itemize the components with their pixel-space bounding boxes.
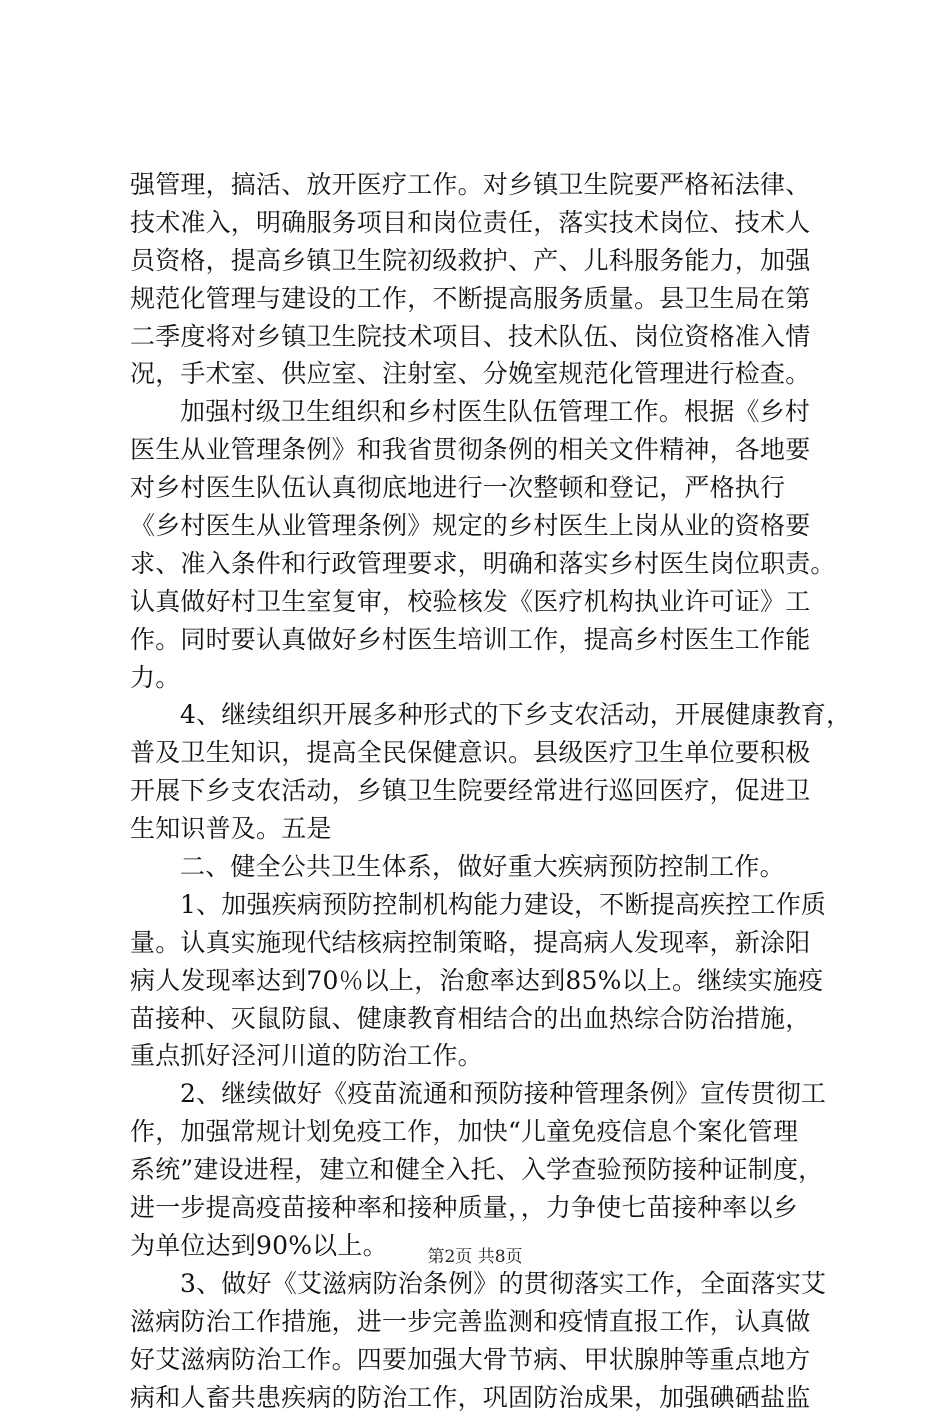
text-line: 对乡村医生队伍认真彻底地进行一次整顿和登记，严格执行 — [130, 469, 830, 507]
text-line: 重点抓好泾河川道的防治工作。 — [130, 1037, 830, 1075]
text-line: 规范化管理与建设的工作，不断提高服务质量。县卫生局在第 — [130, 280, 830, 318]
paragraph-start-line: 4、继续组织开展多种形式的下乡支农活动，开展健康教育， — [130, 696, 830, 734]
text-line: 生知识普及。五是 — [130, 810, 830, 848]
text-line: 技术准入，明确服务项目和岗位责任，落实技术岗位、技术人 — [130, 204, 830, 242]
text-line: 《乡村医生从业管理条例》规定的乡村医生上岗从业的资格要 — [130, 507, 830, 545]
paragraph-start-line: 3、做好《艾滋病防治条例》的贯彻落实工作，全面落实艾 — [130, 1265, 830, 1303]
paragraph-start-line: 2、继续做好《疫苗流通和预防接种管理条例》宣传贯彻工 — [130, 1075, 830, 1113]
page-number-label: 第2页 共8页 — [427, 1247, 522, 1267]
text-line: 病人发现率达到70％以上，治愈率达到85%以上。继续实施疫 — [130, 962, 830, 1000]
text-line: 苗接种、灭鼠防鼠、健康教育相结合的出血热综合防治措施， — [130, 1000, 830, 1038]
text-line: 认真做好村卫生室复审，校验核发《医疗机构执业许可证》工 — [130, 583, 830, 621]
section-heading: 二、健全公共卫生体系，做好重大疾病预防控制工作。 — [130, 848, 830, 886]
text-line: 况，手术室、供应室、注射室、分娩室规范化管理进行检查。 — [130, 355, 830, 393]
text-line: 力。 — [130, 659, 830, 697]
page-footer — [0, 1242, 950, 1267]
text-line: 强管理，搞活、放开医疗工作。对乡镇卫生院要严格袥法律、 — [130, 166, 830, 204]
text-line: 开展下乡支农活动，乡镇卫生院要经常进行巡回医疗，促进卫 — [130, 772, 830, 810]
text-line: 滋病防治工作措施，进一步完善监测和疫情直报工作，认真做 — [130, 1303, 830, 1341]
text-line: 求、准入条件和行政管理要求，明确和落实乡村医生岗位职责。 — [130, 545, 830, 583]
text-line: 医生从业管理条例》和我省贯彻条例的相关文件精神，各地要 — [130, 431, 830, 469]
text-line: 进一步提高疫苗接种率和接种质量，，力争使七苗接种率以乡 — [130, 1189, 830, 1227]
text-line: 普及卫生知识，提高全民保健意识。县级医疗卫生单位要积极 — [130, 734, 830, 772]
text-line: 作，加强常规计划免疫工作，加快“儿童免疫信息个案化管理 — [130, 1113, 830, 1151]
text-line: 员资格，提高乡镇卫生院初级救护、产、儿科服务能力，加强 — [130, 242, 830, 280]
text-line: 量。认真实施现代结核病控制策略，提高病人发现率，新涂阳 — [130, 924, 830, 962]
paragraph-start-line: 1、加强疾病预防控制机构能力建设，不断提高疾控工作质 — [130, 886, 830, 924]
paragraph-start-line: 加强村级卫生组织和乡村医生队伍管理工作。根据《乡村 — [130, 393, 830, 431]
text-line: 为单位达到90%以上。 — [130, 1227, 830, 1265]
document-body — [130, 166, 830, 1416]
text-line: 病和人畜共患疾病的防治工作，巩固防治成果，加强碘硒盐监 — [130, 1379, 830, 1416]
text-line: 好艾滋病防治工作。四要加强大骨节病、甲状腺肿等重点地方 — [130, 1341, 830, 1379]
text-line: 二季度将对乡镇卫生院技术项目、技术队伍、岗位资格准入情 — [130, 318, 830, 356]
text-line: 系统”建设进程，建立和健全入托、入学查验预防接种证制度， — [130, 1151, 830, 1189]
text-line: 作。同时要认真做好乡村医生培训工作，提高乡村医生工作能 — [130, 621, 830, 659]
